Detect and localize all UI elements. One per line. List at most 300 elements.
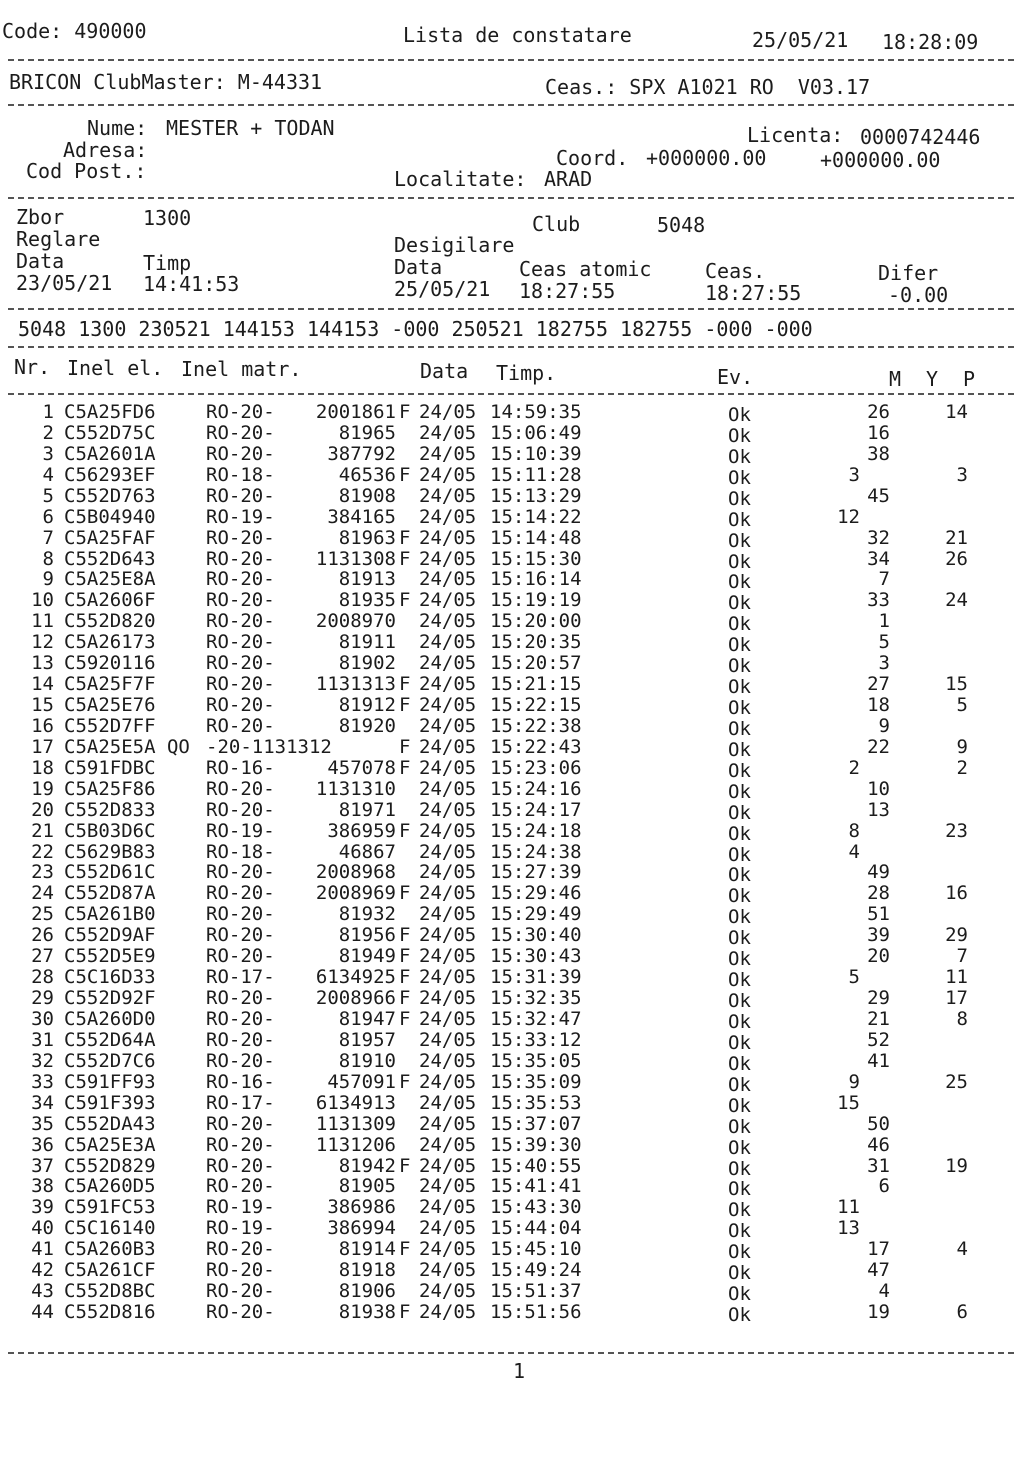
ring-number: 81963: [338, 526, 396, 549]
arrival-date: 24/05: [419, 589, 477, 612]
electronic-ring: C552D75C: [64, 421, 156, 444]
ring-number: 2001861: [315, 401, 396, 423]
electronic-ring: C552D9AF: [64, 924, 156, 947]
row-number: 15: [31, 694, 54, 717]
table-row: [0, 924, 1024, 950]
m-value: 46: [867, 1133, 890, 1156]
m-value: 4: [878, 1280, 890, 1303]
p-value: 4: [956, 1238, 968, 1261]
m-value: 5: [878, 631, 890, 654]
electronic-ring: C5A2601A: [64, 442, 156, 465]
arrival-date: 24/05: [419, 1259, 477, 1282]
event-status: Ok: [728, 404, 751, 426]
arrival-date: 24/05: [419, 547, 477, 570]
electronic-ring: C591FF93: [64, 1070, 156, 1093]
row-number: 16: [31, 714, 54, 737]
address-label: Adresa:: [63, 138, 148, 162]
row-number: 20: [31, 798, 54, 821]
ring-series: -20-1131312: [206, 735, 332, 758]
ring-series: RO-19-: [206, 1217, 275, 1240]
m-value: 18: [867, 694, 890, 717]
ring-number: 2008969: [315, 882, 396, 905]
ring-series: RO-20-: [206, 484, 275, 507]
table-row: [0, 673, 1024, 699]
arrival-time: 15:51:37: [490, 1280, 582, 1303]
ring-series: RO-20-: [206, 401, 275, 423]
ring-series: RO-18-: [206, 463, 275, 486]
electronic-ring: C5A2606F: [64, 589, 156, 612]
event-status: Ok: [728, 1178, 751, 1201]
row-number: 1: [42, 401, 54, 423]
ring-number: 81918: [338, 1259, 396, 1282]
arrival-time: 15:21:15: [490, 673, 582, 696]
ring-number: 81935: [338, 589, 396, 612]
m-value: 17: [867, 1238, 890, 1261]
electronic-ring: C552D61C: [64, 861, 156, 884]
arrival-time: 15:10:39: [490, 442, 582, 465]
ring-flag: F: [399, 735, 411, 758]
p-value: 14: [945, 401, 968, 423]
ring-flag: F: [399, 401, 411, 423]
arrival-time: 15:24:16: [490, 777, 582, 800]
m-value: 9: [878, 714, 890, 737]
ring-number: 46536: [338, 463, 396, 486]
m-value: 3: [878, 652, 890, 675]
event-status: Ok: [728, 843, 751, 866]
ring-number: 81956: [338, 924, 396, 947]
m-value: 38: [867, 442, 890, 465]
ring-number: 81947: [338, 1007, 396, 1030]
arrivals-table: [0, 401, 1024, 1327]
row-number: 36: [31, 1133, 54, 1156]
row-number: 39: [31, 1196, 54, 1219]
divider: [8, 59, 1014, 61]
arrival-time: 15:35:09: [490, 1070, 582, 1093]
ring-flag: F: [399, 1238, 411, 1261]
ring-series: RO-17-: [206, 1091, 275, 1114]
ring-number: 81908: [338, 484, 396, 507]
ring-series: RO-20-: [206, 694, 275, 717]
ring-flag: F: [399, 673, 411, 696]
reglare-date: 23/05/21: [16, 271, 113, 295]
electronic-ring: C5A25F7F: [64, 673, 156, 696]
divider: [8, 393, 1014, 395]
event-status: Ok: [728, 1262, 751, 1285]
arrival-date: 24/05: [419, 421, 477, 444]
ring-series: RO-20-: [206, 652, 275, 675]
event-status: Ok: [728, 550, 751, 573]
table-row: [0, 714, 1024, 740]
report-code: Code: 490000: [2, 19, 147, 43]
arrival-date: 24/05: [419, 735, 477, 758]
arrival-date: 24/05: [419, 945, 477, 968]
row-number: 34: [31, 1091, 54, 1114]
electronic-ring: C552D92F: [64, 987, 156, 1010]
electronic-ring: C56293EF: [64, 463, 156, 486]
owner-name: MESTER + TODAN: [166, 116, 335, 140]
ring-series: RO-20-: [206, 1049, 275, 1072]
m-value: 7: [878, 568, 890, 591]
row-number: 30: [31, 1007, 54, 1030]
electronic-ring: C552D816: [64, 1301, 156, 1324]
arrival-date: 24/05: [419, 882, 477, 905]
m-value: 22: [867, 735, 890, 758]
ring-flag: F: [399, 966, 411, 989]
ring-series: RO-20-: [206, 777, 275, 800]
ring-number: 386994: [327, 1217, 396, 1240]
arrival-time: 15:29:46: [490, 882, 582, 905]
ring-series: RO-20-: [206, 568, 275, 591]
ring-number: 81910: [338, 1049, 396, 1072]
event-status: Ok: [728, 529, 751, 552]
arrival-date: 24/05: [419, 1238, 477, 1261]
electronic-ring: C5A25E3A: [64, 1133, 156, 1156]
ring-series: RO-20-: [206, 1007, 275, 1030]
ring-series: RO-16-: [206, 1070, 275, 1093]
arrival-time: 15:06:49: [490, 421, 582, 444]
table-row: [0, 1217, 1024, 1243]
p-value: 23: [945, 819, 968, 842]
ring-number: 81911: [338, 631, 396, 654]
row-number: 8: [42, 547, 54, 570]
m-value: 28: [867, 882, 890, 905]
ring-flag: F: [399, 1301, 411, 1324]
p-value: 5: [956, 694, 968, 717]
table-row: [0, 1238, 1024, 1264]
event-status: Ok: [728, 424, 751, 447]
m-value: 31: [867, 1154, 890, 1177]
arrival-time: 15:37:07: [490, 1112, 582, 1135]
reglare-date-label: Data: [16, 249, 65, 273]
ring-number: 81920: [338, 714, 396, 737]
m-value: 21: [867, 1007, 890, 1030]
p-value: 26: [945, 547, 968, 570]
event-status: Ok: [728, 864, 751, 887]
arrival-time: 15:20:00: [490, 610, 582, 633]
event-status: Ok: [728, 1073, 751, 1096]
row-number: 25: [31, 903, 54, 926]
table-row: [0, 421, 1024, 447]
arrival-date: 24/05: [419, 1280, 477, 1303]
event-status: Ok: [728, 613, 751, 636]
electronic-ring: C5A25FAF: [64, 526, 156, 549]
arrival-date: 24/05: [419, 924, 477, 947]
arrival-date: 24/05: [419, 798, 477, 821]
event-status: Ok: [728, 948, 751, 971]
col-ev-header: Ev.: [717, 365, 754, 389]
row-number: 28: [31, 966, 54, 989]
row-number: 3: [42, 442, 54, 465]
clock-label: Ceas.: [705, 259, 766, 283]
table-row: [0, 987, 1024, 1013]
m-value: 52: [867, 1028, 890, 1051]
electronic-ring: C5A25F86: [64, 777, 156, 800]
electronic-ring: C5B03D6C: [64, 819, 156, 842]
postal-label: Cod Post.:: [26, 159, 147, 183]
col-p-header: P: [963, 367, 976, 391]
ring-number: 387792: [327, 442, 396, 465]
ring-series: RO-20-: [206, 421, 275, 444]
arrival-date: 24/05: [419, 777, 477, 800]
arrival-date: 24/05: [419, 673, 477, 696]
row-number: 40: [31, 1217, 54, 1240]
table-row: [0, 735, 1024, 761]
arrival-time: 15:14:22: [490, 505, 582, 528]
event-status: Ok: [728, 676, 751, 699]
ring-flag: F: [399, 819, 411, 842]
divider: [8, 1352, 1014, 1354]
arrival-date: 24/05: [419, 442, 477, 465]
p-value: 24: [945, 589, 968, 612]
arrival-time: 15:30:43: [490, 945, 582, 968]
ring-series: RO-20-: [206, 1280, 275, 1303]
table-row: [0, 1280, 1024, 1306]
electronic-ring: C5A25FD6: [64, 401, 156, 423]
table-row: [0, 840, 1024, 866]
electronic-ring: C591FC53: [64, 1196, 156, 1219]
table-row: [0, 945, 1024, 971]
ring-series: RO-20-: [206, 924, 275, 947]
arrival-date: 24/05: [419, 1007, 477, 1030]
event-status: Ok: [728, 1136, 751, 1159]
table-row: [0, 589, 1024, 615]
reglare-time: 14:41:53: [143, 272, 240, 296]
arrival-time: 15:27:39: [490, 861, 582, 884]
table-row: [0, 1049, 1024, 1075]
divider: [8, 104, 1014, 106]
p-value: 25: [945, 1070, 968, 1093]
electronic-ring: C5629B83: [64, 840, 156, 863]
electronic-ring: C552D5E9: [64, 945, 156, 968]
electronic-ring: C552D64A: [64, 1028, 156, 1051]
arrival-date: 24/05: [419, 840, 477, 863]
difference-value: -0.00: [888, 283, 949, 307]
arrival-time: 15:51:56: [490, 1301, 582, 1324]
arrival-time: 15:24:18: [490, 819, 582, 842]
table-row: [0, 798, 1024, 824]
ring-series: RO-20-: [206, 861, 275, 884]
row-number: 44: [31, 1301, 54, 1324]
p-value: 6: [956, 1301, 968, 1324]
arrival-time: 15:22:15: [490, 694, 582, 717]
desigilare-date: 25/05/21: [394, 277, 491, 301]
arrival-time: 15:31:39: [490, 966, 582, 989]
zbor-label: Zbor: [16, 205, 65, 229]
ring-number: 2008970: [315, 610, 396, 633]
extra-value: 11: [837, 1196, 860, 1219]
event-status: Ok: [728, 780, 751, 803]
arrival-date: 24/05: [419, 484, 477, 507]
m-value: 50: [867, 1112, 890, 1135]
arrival-time: 15:30:40: [490, 924, 582, 947]
club-label: Club: [532, 212, 581, 236]
event-status: Ok: [728, 906, 751, 929]
row-number: 21: [31, 819, 54, 842]
table-row: [0, 1028, 1024, 1054]
table-row: [0, 1112, 1024, 1138]
coord-x: +000000.00: [646, 146, 767, 170]
table-row: [0, 1007, 1024, 1033]
p-value: 9: [956, 735, 968, 758]
row-number: 26: [31, 924, 54, 947]
electronic-ring: C552D643: [64, 547, 156, 570]
row-number: 27: [31, 945, 54, 968]
extra-value: 3: [848, 463, 860, 486]
event-status: Ok: [728, 738, 751, 761]
atomic-clock-label: Ceas atomic: [519, 257, 652, 281]
col-timp-header: Timp.: [496, 361, 557, 385]
arrival-time: 15:33:12: [490, 1028, 582, 1051]
ring-number: 1131309: [315, 1112, 396, 1135]
p-value: 7: [956, 945, 968, 968]
arrival-date: 24/05: [419, 463, 477, 486]
flight-code-line: 5048 1300 230521 144153 144153 -000 250521 182755 182755 -000 -000: [18, 317, 813, 341]
ring-series: RO-20-: [206, 547, 275, 570]
arrival-time: 15:24:38: [490, 840, 582, 863]
event-status: Ok: [728, 1304, 751, 1327]
table-row: [0, 401, 1024, 426]
arrival-time: 15:22:38: [490, 714, 582, 737]
event-status: Ok: [728, 1094, 751, 1117]
row-number: 41: [31, 1238, 54, 1261]
table-row: [0, 1154, 1024, 1180]
row-number: 9: [42, 568, 54, 591]
clock-value: 18:27:55: [705, 281, 802, 305]
table-row: [0, 1091, 1024, 1117]
arrival-date: 24/05: [419, 610, 477, 633]
table-row: [0, 652, 1024, 678]
extra-value: 4: [848, 840, 860, 863]
report-time: 18:28:09: [882, 30, 979, 54]
event-status: Ok: [728, 487, 751, 510]
electronic-ring: C5A261CF: [64, 1259, 156, 1282]
arrival-date: 24/05: [419, 1028, 477, 1051]
ring-flag: F: [399, 463, 411, 486]
ring-series: RO-20-: [206, 798, 275, 821]
arrival-time: 15:15:30: [490, 547, 582, 570]
ring-series: RO-20-: [206, 1133, 275, 1156]
ring-number: 81913: [338, 568, 396, 591]
ring-number: 81942: [338, 1154, 396, 1177]
event-status: Ok: [728, 592, 751, 615]
row-number: 24: [31, 882, 54, 905]
event-status: Ok: [728, 1241, 751, 1264]
ring-flag: F: [399, 987, 411, 1010]
ring-number: 6134913: [315, 1091, 396, 1114]
arrival-date: 24/05: [419, 1091, 477, 1114]
ring-number: 457091: [327, 1070, 396, 1093]
m-value: 34: [867, 547, 890, 570]
arrival-date: 24/05: [419, 1301, 477, 1324]
ring-number: 81932: [338, 903, 396, 926]
m-value: 47: [867, 1259, 890, 1282]
m-value: 10: [867, 777, 890, 800]
arrival-date: 24/05: [419, 526, 477, 549]
ring-series: RO-20-: [206, 589, 275, 612]
ring-series: RO-20-: [206, 987, 275, 1010]
ring-series: RO-20-: [206, 903, 275, 926]
arrival-time: 15:24:17: [490, 798, 582, 821]
arrival-time: 15:39:30: [490, 1133, 582, 1156]
p-value: 8: [956, 1007, 968, 1030]
arrival-time: 15:44:04: [490, 1217, 582, 1240]
p-value: 11: [945, 966, 968, 989]
ring-number: 81965: [338, 421, 396, 444]
name-label: Nume:: [87, 116, 148, 140]
event-status: Ok: [728, 1157, 751, 1180]
arrival-time: 15:49:24: [490, 1259, 582, 1282]
row-number: 17: [31, 735, 54, 758]
table-row: [0, 819, 1024, 845]
electronic-ring: C5A260D0: [64, 1007, 156, 1030]
ring-series: RO-20-: [206, 442, 275, 465]
ring-number: 81906: [338, 1280, 396, 1303]
ring-flag: F: [399, 1070, 411, 1093]
event-status: Ok: [728, 655, 751, 678]
col-inel-el-header: Inel el.: [67, 356, 164, 380]
arrival-time: 15:43:30: [490, 1196, 582, 1219]
ring-series: RO-19-: [206, 505, 275, 528]
event-status: Ok: [728, 466, 751, 489]
electronic-ring: C591FDBC: [64, 756, 156, 779]
ring-series: RO-17-: [206, 966, 275, 989]
ring-flag: F: [399, 694, 411, 717]
col-nr-header: Nr.: [14, 355, 51, 379]
table-row: [0, 756, 1024, 782]
m-value: 20: [867, 945, 890, 968]
arrival-date: 24/05: [419, 1217, 477, 1240]
row-number: 22: [31, 840, 54, 863]
row-number: 13: [31, 652, 54, 675]
ring-series: RO-16-: [206, 756, 275, 779]
p-value: 19: [945, 1154, 968, 1177]
arrival-date: 24/05: [419, 714, 477, 737]
arrival-date: 24/05: [419, 966, 477, 989]
row-number: 6: [42, 505, 54, 528]
ring-number: 386959: [327, 819, 396, 842]
ring-series: RO-18-: [206, 840, 275, 863]
event-status: Ok: [728, 717, 751, 740]
col-data-header: Data: [420, 359, 469, 383]
electronic-ring: C552DA43: [64, 1112, 156, 1135]
col-m-header: M: [889, 367, 902, 391]
table-row: [0, 1133, 1024, 1159]
zbor-value: 1300: [143, 206, 192, 230]
coord-label: Coord.: [556, 146, 629, 170]
clock-model: Ceas.: SPX A1021 RO V03.17: [545, 75, 871, 99]
extra-value: 5: [848, 966, 860, 989]
system-name: BRICON ClubMaster: M-44331: [9, 70, 323, 94]
table-row: [0, 610, 1024, 636]
m-value: 33: [867, 589, 890, 612]
divider: [8, 197, 1014, 199]
table-row: [0, 1175, 1024, 1201]
event-status: Ok: [728, 1220, 751, 1243]
event-status: Ok: [728, 927, 751, 950]
event-status: Ok: [728, 801, 751, 824]
ring-series: RO-20-: [206, 882, 275, 905]
event-status: Ok: [728, 885, 751, 908]
m-value: 49: [867, 861, 890, 884]
electronic-ring: C552D829: [64, 1154, 156, 1177]
arrival-time: 15:11:28: [490, 463, 582, 486]
ring-flag: F: [399, 882, 411, 905]
m-value: 13: [867, 798, 890, 821]
electronic-ring: C5A25E76: [64, 694, 156, 717]
table-row: [0, 526, 1024, 552]
table-row: [0, 547, 1024, 573]
table-row: [0, 1070, 1024, 1096]
